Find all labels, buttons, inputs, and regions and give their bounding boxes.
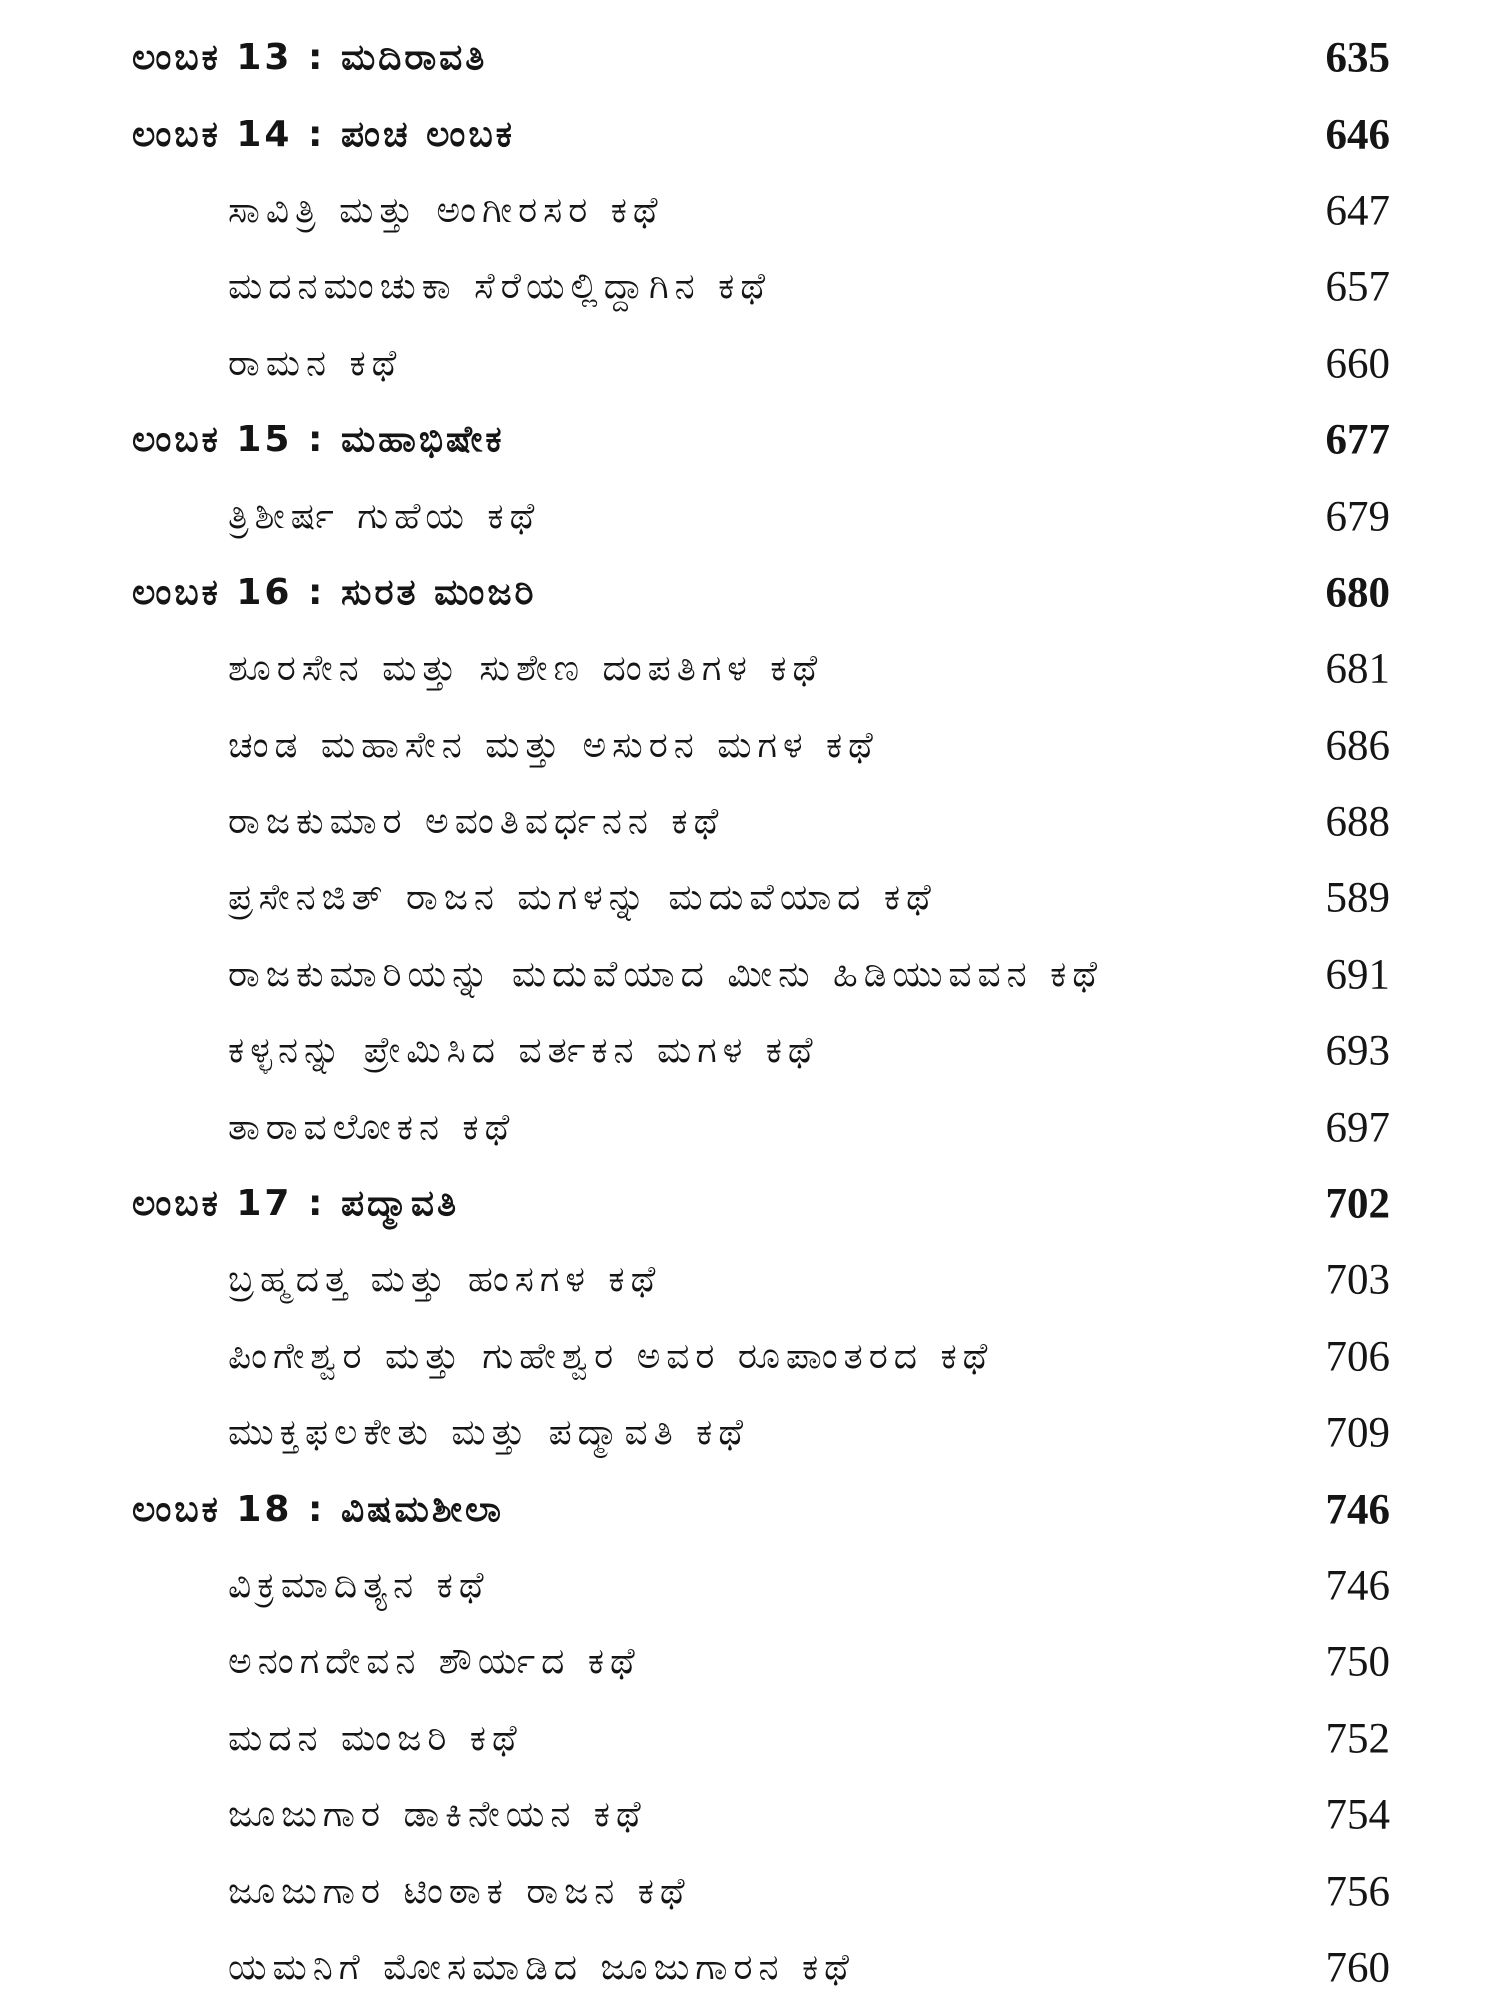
story-title: ತ್ರಿಶೀರ್ಷ ಗುಹೆಯ ಕಥೆ (228, 495, 541, 537)
toc-story-entry (0, 1089, 1500, 1165)
story-title: ಪ್ರಸೇನಜಿತ್ ರಾಜನ ಮಗಳನ್ನು ಮದುವೆಯಾದ ಕಥೆ (228, 877, 937, 919)
page-number: 647 (1325, 187, 1390, 235)
page-number: 760 (1325, 1944, 1390, 1992)
story-title: ಜೂಜುಗಾರ ಟಿಂಠಾಕ ರಾಜನ ಕಥೆ (228, 1870, 691, 1912)
story-title: ಶೂರಸೇನ ಮತ್ತು ಸುಶೇಣ ದಂಪತಿಗಳ ಕಥೆ (228, 648, 824, 690)
story-title: ಜೂಜುಗಾರ ಡಾಕಿನೇಯನ ಕಥೆ (228, 1794, 647, 1836)
story-title: ರಾಮನ ಕಥೆ (228, 342, 403, 384)
page-number: 657 (1325, 263, 1390, 311)
toc-story-entry (0, 631, 1500, 707)
page-number: 646 (1325, 111, 1390, 159)
page-number: 679 (1325, 493, 1390, 541)
story-title: ಮದನಮಂಚುಕಾ ಸೆರೆಯಲ್ಲಿದ್ದಾಗಿನ ಕಥೆ (228, 266, 772, 308)
toc-chapter-entry (0, 20, 1500, 96)
page-number: 703 (1325, 1256, 1390, 1304)
page-number: 681 (1325, 645, 1390, 693)
story-title: ಸಾವಿತ್ರಿ ಮತ್ತು ಅಂಗೀರಸರ ಕಥೆ (228, 189, 664, 231)
story-title: ಪಿಂಗೇಶ್ವರ ಮತ್ತು ಗುಹೇಶ್ವರ ಅವರ ರೂಪಾಂತರದ ಕಥೆ (228, 1335, 994, 1377)
toc-story-entry (0, 1319, 1500, 1395)
story-title: ಅನಂಗದೇವನ ಶೌರ್ಯದ ಕಥೆ (228, 1641, 641, 1683)
page-number: 754 (1325, 1791, 1390, 1839)
story-title: ತಾರಾವಲೋಕನ ಕಥೆ (228, 1106, 516, 1148)
toc-story-entry (0, 1242, 1500, 1318)
chapter-title: ಲಂಬಕ 18 : ವಿಷಮಶೀಲಾ (132, 1488, 505, 1530)
page-number: 702 (1325, 1180, 1390, 1228)
page-number: 697 (1325, 1104, 1390, 1152)
story-title: ಮದನ ಮಂಜರಿ ಕಥೆ (228, 1717, 523, 1759)
toc-story-entry (0, 860, 1500, 936)
toc-story-entry (0, 937, 1500, 1013)
toc-story-entry (0, 1930, 1500, 2006)
toc-chapter-entry (0, 96, 1500, 172)
table-of-contents (0, 20, 1500, 2006)
toc-story-entry (0, 1013, 1500, 1089)
story-title: ವಿಕ್ರಮಾದಿತ್ಯನ ಕಥೆ (228, 1565, 490, 1606)
story-title: ಕಳ್ಳನನ್ನು ಪ್ರೇಮಿಸಿದ ವರ್ತಕನ ಮಗಳ ಕಥೆ (228, 1030, 819, 1072)
toc-story-entry (0, 708, 1500, 784)
page-number: 688 (1325, 798, 1390, 846)
page-number: 680 (1325, 569, 1390, 617)
toc-story-entry (0, 1548, 1500, 1624)
chapter-title: ಲಂಬಕ 17 : ಪದ್ಮಾವತಿ (132, 1183, 460, 1225)
chapter-title: ಲಂಬಕ 14 : ಪಂಚ ಲಂಬಕ (132, 113, 515, 155)
page-number: 756 (1325, 1868, 1390, 1916)
toc-chapter-entry (0, 1166, 1500, 1242)
page-number: 589 (1325, 874, 1390, 922)
toc-story-entry (0, 478, 1500, 554)
page-number: 686 (1325, 722, 1390, 770)
chapter-title: ಲಂಬಕ 15 : ಮಹಾಭಿಷೇಕ (132, 419, 505, 461)
story-title: ಮುಕ್ತಫಲಕೇತು ಮತ್ತು ಪದ್ಮಾವತಿ ಕಥೆ (228, 1412, 750, 1454)
toc-chapter-entry (0, 555, 1500, 631)
toc-story-entry (0, 784, 1500, 860)
page-number: 746 (1325, 1486, 1390, 1534)
page-number: 691 (1325, 951, 1390, 999)
toc-story-entry (0, 1701, 1500, 1777)
toc-story-entry (0, 173, 1500, 249)
chapter-title: ಲಂಬಕ 16 : ಸುರತ ಮಂಜರಿ (132, 571, 537, 613)
page-number: 750 (1325, 1638, 1390, 1686)
story-title: ರಾಜಕುಮಾರಿಯನ್ನು ಮದುವೆಯಾದ ಮೀನು ಹಿಡಿಯುವವನ ಕಥೆ (228, 953, 1104, 995)
chapter-title: ಲಂಬಕ 13 : ಮದಿರಾವತಿ (132, 37, 488, 79)
page-number: 677 (1325, 416, 1390, 464)
story-title: ಬ್ರಹ್ಮದತ್ತ ಮತ್ತು ಹಂಸಗಳ ಕಥೆ (228, 1259, 662, 1301)
page-number: 693 (1325, 1027, 1390, 1075)
page-number: 660 (1325, 340, 1390, 388)
page-number: 709 (1325, 1409, 1390, 1457)
page-number: 706 (1325, 1333, 1390, 1381)
story-title: ಯಮನಿಗೆ ಮೋಸಮಾಡಿದ ಜೂಜುಗಾರನ ಕಥೆ (228, 1946, 855, 1988)
toc-story-entry (0, 326, 1500, 402)
page-number: 746 (1325, 1562, 1390, 1610)
toc-story-entry (0, 1395, 1500, 1471)
page-number: 752 (1325, 1715, 1390, 1763)
page-number: 635 (1325, 34, 1390, 82)
story-title: ಚಂಡ ಮಹಾಸೇನ ಮತ್ತು ಅಸುರನ ಮಗಳ ಕಥೆ (228, 724, 879, 766)
story-title: ರಾಜಕುಮಾರ ಅವಂತಿವರ್ಧನನ ಕಥೆ (228, 801, 725, 843)
toc-story-entry (0, 1777, 1500, 1853)
toc-story-entry (0, 249, 1500, 325)
toc-story-entry (0, 1853, 1500, 1929)
toc-chapter-entry (0, 402, 1500, 478)
toc-chapter-entry (0, 1471, 1500, 1547)
toc-story-entry (0, 1624, 1500, 1700)
